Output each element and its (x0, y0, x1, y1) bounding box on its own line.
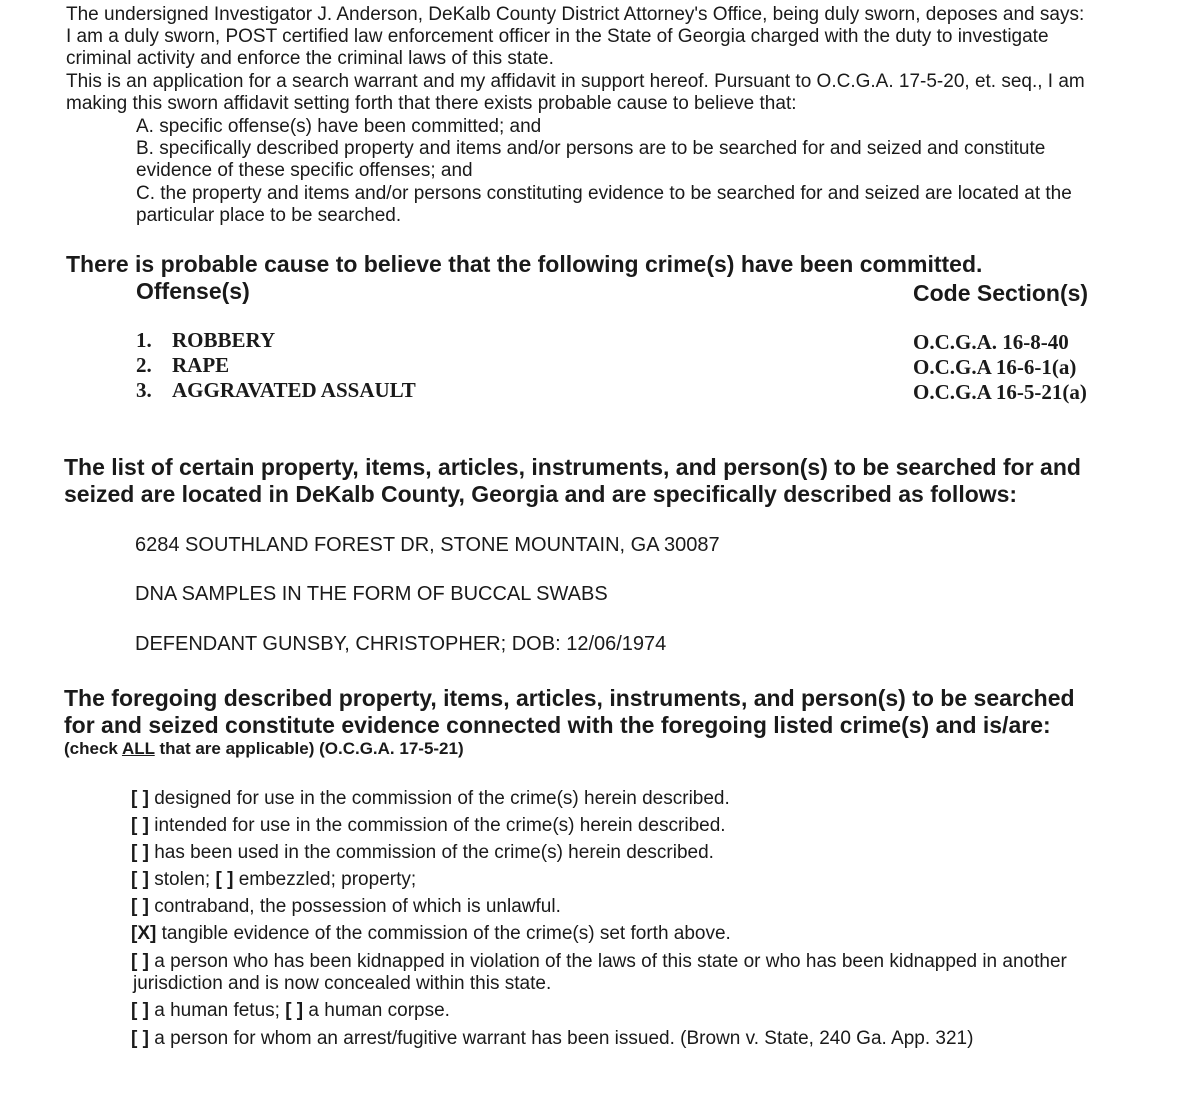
checkbox[interactable]: [ ] (131, 896, 149, 917)
intro-line: I am a duly sworn, POST certified law enforcement officer in the State of Georgia charged with the duty to investigate (66, 26, 1049, 47)
intro-line: This is an application for a search warrant and my affidavit in support hereof. Pursuant to O.C.G.A. 17-5-20, et. seq., I am (66, 71, 1085, 92)
checkbox[interactable]: [ ] (131, 842, 149, 863)
evidence-heading: The foregoing described property, items, articles, instruments, and person(s) to be searched (64, 685, 1075, 711)
offense-name: ROBBERY (172, 328, 276, 352)
offense-column-header: Offense(s) (136, 278, 250, 304)
intro-point: evidence of these specific offenses; and (136, 160, 473, 181)
property-heading: seized are located in DeKalb County, Georgia and are specifically described as follows: (64, 481, 1018, 507)
intro-line: making this sworn affidavit setting forth that there exists probable cause to believe that: (66, 93, 797, 114)
checklist-item: [ ] a human fetus; [ ] a human corpse. (131, 1000, 450, 1021)
checklist-item: [ ] a person who has been kidnapped in violation of the laws of this state or who has been kidnapped in another (131, 951, 1067, 972)
checkbox[interactable]: [ ] (131, 788, 149, 809)
checklist-item: [ ] stolen; [ ] embezzled; property; (131, 869, 417, 890)
offense-number: 1. (136, 328, 152, 352)
checklist-item: [ ] has been used in the commission of the crime(s) herein described. (131, 842, 714, 863)
checklist-item: [ ] intended for use in the commission of the crime(s) herein described. (131, 815, 726, 836)
checkbox-checked[interactable]: [X] (131, 923, 157, 944)
property-heading: The list of certain property, items, articles, instruments, and person(s) to be searched for and (64, 454, 1081, 480)
checklist-item: [ ] designed for use in the commission of the crime(s) herein described. (131, 788, 730, 809)
checklist-item: [X] tangible evidence of the commission of the crime(s) set forth above. (131, 923, 731, 944)
applicability-note: (check ALL that are applicable) (O.C.G.A. 17-5-21) (64, 739, 464, 758)
offense-code: O.C.G.A 16-6-1(a) (913, 355, 1077, 379)
evidence-heading: for and seized constitute evidence connected with the foregoing listed crime(s) and is/are: (64, 712, 1051, 738)
intro-point: B. specifically described property and items and/or persons are to be searched for and seized and constitute (136, 138, 1046, 159)
checkbox[interactable]: [ ] (131, 951, 149, 972)
checklist-item: [ ] contraband, the possession of which is unlawful. (131, 896, 561, 917)
checkbox[interactable]: [ ] (131, 815, 149, 836)
all-underlined: ALL (121, 739, 155, 758)
probable-cause-heading: There is probable cause to believe that the following crime(s) have been committed. (66, 251, 983, 277)
offense-number: 3. (136, 378, 152, 402)
intro-line: The undersigned Investigator J. Anderson, DeKalb County District Attorney's Office, being duly sworn, deposes and says: (66, 4, 1085, 25)
offense-number: 2. (136, 353, 152, 377)
checkbox[interactable]: [ ] (215, 869, 234, 890)
intro-point: A. specific offense(s) have been committed; and (136, 116, 542, 137)
code-column-header: Code Section(s) (913, 280, 1089, 306)
offense-name: RAPE (172, 353, 230, 377)
offense-code: O.C.G.A 16-5-21(a) (913, 380, 1087, 404)
checklist-item: [ ] a person for whom an arrest/fugitive warrant has been issued. (Brown v. State, 240 Ga. App. 321) (131, 1028, 974, 1049)
property-item-address: 6284 SOUTHLAND FOREST DR, STONE MOUNTAIN, GA 30087 (135, 534, 720, 556)
checkbox[interactable]: [ ] (131, 1000, 149, 1021)
checkbox[interactable]: [ ] (285, 1000, 304, 1021)
intro-line: criminal activity and enforce the criminal laws of this state. (66, 48, 554, 69)
checklist-continuation: jurisdiction and is now concealed within this state. (133, 973, 552, 994)
property-item-dna: DNA SAMPLES IN THE FORM OF BUCCAL SWABS (135, 583, 608, 605)
offense-name: AGGRAVATED ASSAULT (172, 378, 416, 402)
property-item-defendant: DEFENDANT GUNSBY, CHRISTOPHER; DOB: 12/06/1974 (135, 633, 667, 655)
checkbox[interactable]: [ ] (131, 1028, 149, 1049)
checkbox[interactable]: [ ] (131, 869, 149, 890)
intro-point: particular place to be searched. (136, 205, 402, 226)
offense-code: O.C.G.A. 16-8-40 (913, 330, 1069, 354)
intro-point: C. the property and items and/or persons constituting evidence to be searched for and seized are located at the (136, 183, 1072, 204)
